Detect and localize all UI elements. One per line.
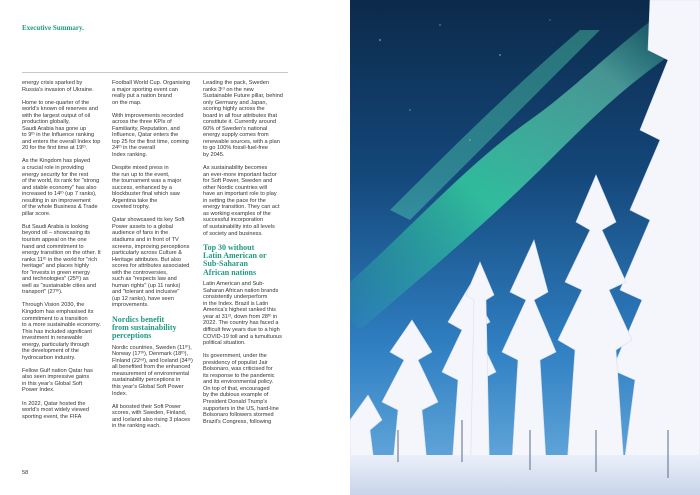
paragraph: Latin American and Sub- Saharan African nation brands consistently underperform in the Index. Brazil is Latin America's highest ranked this year at 31ˢᵗ, down from 28ᵗʰ in 2022. The country has faced a difficult few years due to a high COVID-19 toll and a tumultuous political situation. (203, 281, 282, 347)
paragraph: Home to one-quarter of the world's known oil reserves and with the largest output of oil production globally, Saudi Arabia has gone up to 9ᵗʰ in the Influence ranking and enters the overall Index top 20 for the first time at 19ᵗʰ. (22, 99, 101, 152)
paragraph: Qatar showcased its key Soft Power assets to a global audience of fans in the stadiums and in front of TV screens, improving perceptions particularly across Culture & Heritage attributes. But also scores for attributes associated with the controversies, such as "respects law and human rights" (up 11 ranks) and "tolerant and inclusive" (up 12 ranks), have seen improvements. (112, 217, 190, 309)
paragraph: All boosted their Soft Power scores, with Sweden, Finland, and Iceland also rising 3 places in the ranking each. (112, 403, 191, 430)
text-column-1 (22, 80, 106, 427)
page-number: 58 (22, 470, 29, 476)
paragraph: Leading the pack, Sweden ranks 3ʳᵈ on the new Sustainable Future pillar, behind only Germany and Japan, scoring highly across the board in all four attributes that constitute it. Currently around 60% of Sweden's national energy supply comes from renewable sources, with a plan to go 100% fossil-fuel-free by 2045. (203, 80, 283, 159)
paragraph: With improvements recorded across the three KPIs of Familiarity, Reputation, and Influence, Qatar enters the top 25 for the first time, coming 24ᵗʰ in the overall Index ranking. (112, 112, 189, 158)
paragraph: As sustainability becomes an ever-more important factor for Soft Power, Sweden and other Nordic countries will have an important role to play in setting the pace for the energy transition. They can act as working examples of the successful incorporation of sustainability into all levels of society and business. (203, 165, 280, 237)
paragraph: As the Kingdom has played a crucial role in providing energy security for the rest of the world, its rank for "strong and stable economy" has also increased to 14ᵗʰ (up 7 ranks), resulting in an improvement of the whole Business & Trade pillar score. (22, 158, 100, 217)
text-column-2 (112, 80, 196, 436)
paragraph: Through Vision 2030, the Kingdom has emphasised its commitment to a transition to a more sustainable economy. This has included significant investment in renewable energy, particularly through the development of the hydrocarbon industry. (22, 302, 101, 361)
subheading-nordics: Nordics benefit from sustainability perceptions (112, 314, 177, 341)
section-label: Executive Summary. (22, 24, 84, 32)
paragraph: In 2022, Qatar hosted the world's most widely viewed sporting event, the FIFA (22, 400, 89, 420)
paragraph: Fellow Gulf nation Qatar has also seen impressive gains in this year's Global Soft Power Index. (22, 367, 93, 394)
paragraph: Its government, under the presidency of populist Jair Bolsonaro, was criticised for its response to the pandemic and its environmental policy. On top of that, encouraged by the dubious example of President Donald Trump's supporters in the US, hard-line Bolsonaro followers stormed Brazil's Congress, following (203, 353, 279, 425)
divider (22, 72, 288, 73)
text-column-3 (203, 80, 287, 432)
subheading-latin-america-africa: Top 30 without Latin American or Sub-Saharan African nations (203, 242, 267, 277)
paragraph: Despite mixed press in the run up to the event, the tournament was a major success, enhanced by a blockbuster final which saw Argentina take the coveted trophy. (112, 165, 182, 211)
aurora-snow-forest-photo (350, 0, 700, 495)
paragraph: Nordic countries, Sweden (11ᵗʰ), Norway (17ᵗʰ), Denmark (18ᵗʰ), Finland (22ⁿᵈ), and Iceland (34ᵗʰ) all benefited from the enhanced measurement of environmental sustainability perceptions in this year's Global Soft Power Index. (112, 344, 193, 397)
paragraph: Football World Cup. Organising a major sporting event can really put a nation brand on the map. (112, 80, 190, 106)
paragraph: energy crisis sparked by Russia's invasion of Ukraine. (22, 80, 94, 93)
paragraph: But Saudi Arabia is looking beyond oil – showcasing its tourism appeal on the one hand and commitment to energy transition on the other. It ranks 11ᵗʰ in the world for "rich heritage" and places highly for "invests in green energy and technologies" (25ᵗʰ) as well as "sustainable cities and transport" (27ᵗʰ). (22, 223, 101, 296)
